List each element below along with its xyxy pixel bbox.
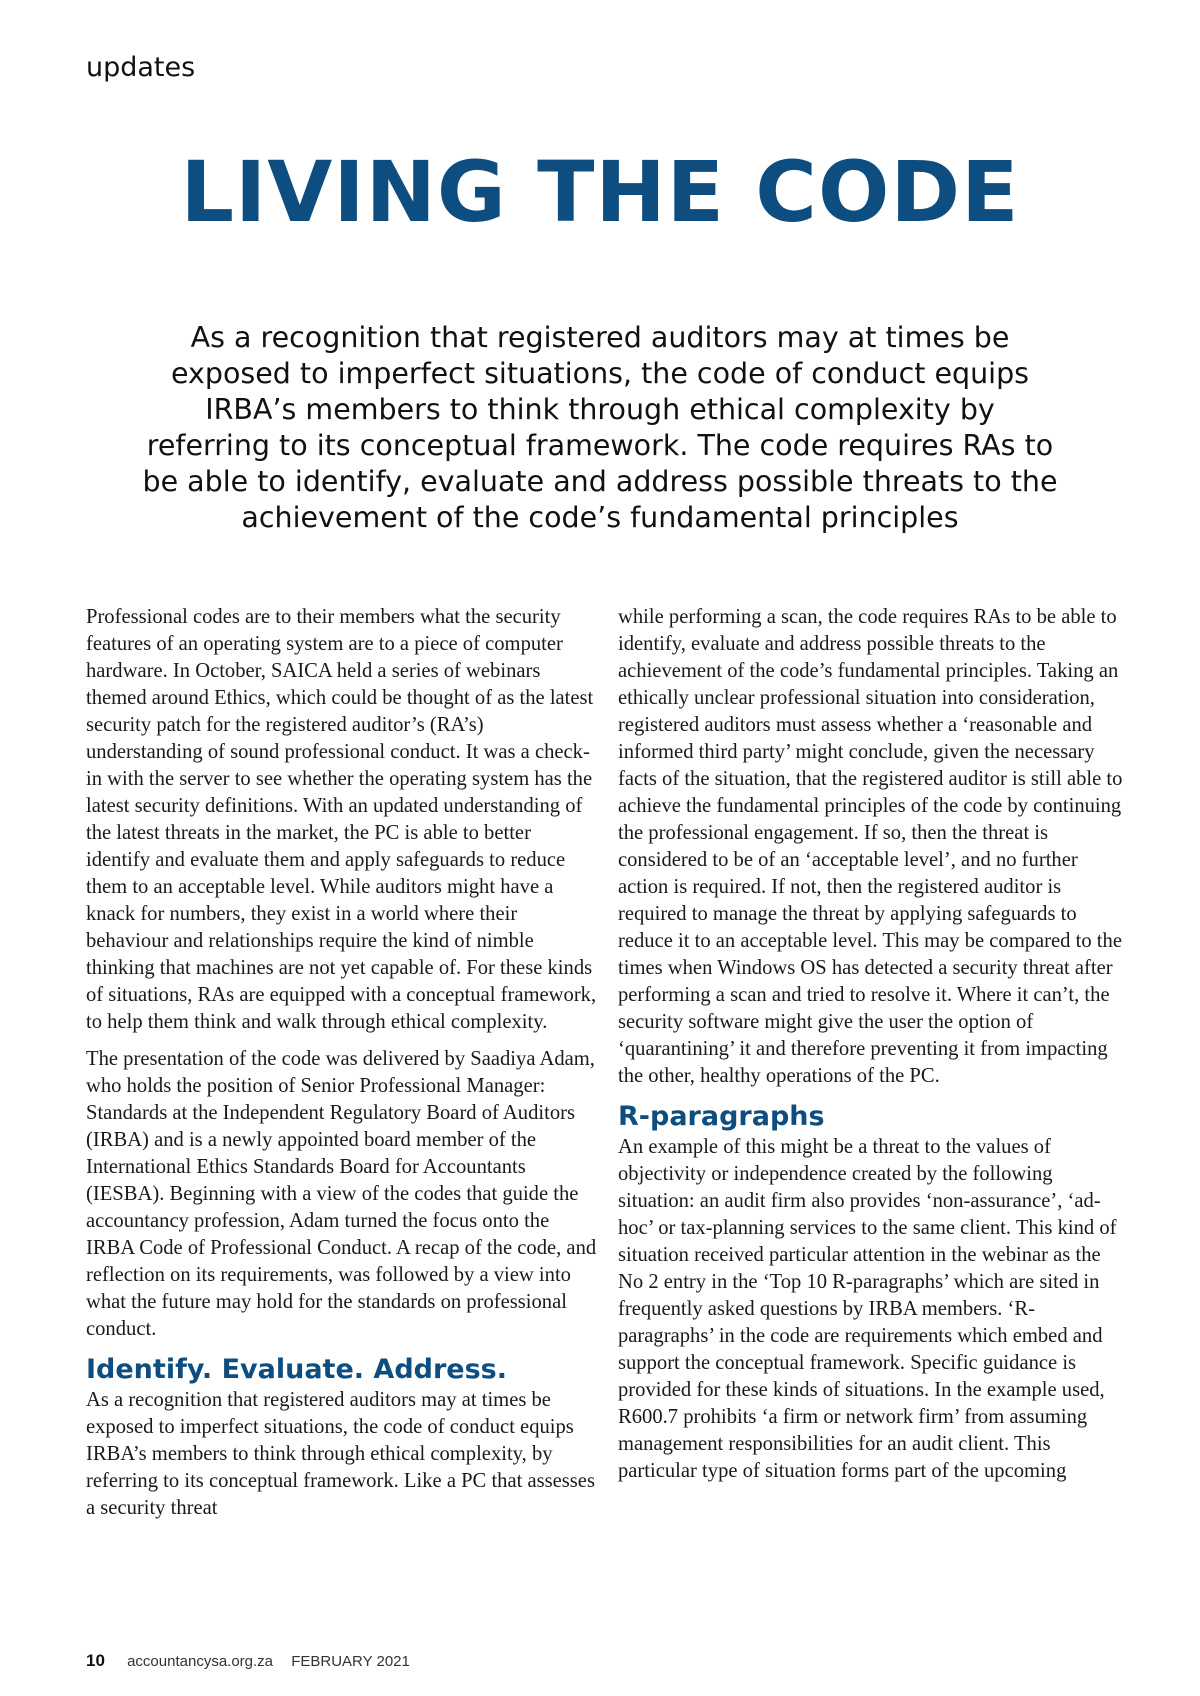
left-paragraph-3: As a recognition that registered auditors may at times be exposed to imperfect situations, the code of conduct equips IRBA’s members to think through ethical complexity, by referring to its conceptual framework. Like a PC that assesses a security threat [86,1389,595,1519]
section-label: updates [86,52,196,83]
footer-issue-date: FEBRUARY 2021 [291,1653,410,1670]
right-column [618,604,1130,1495]
left-paragraph-2: The presentation of the code was delivered by Saadiya Adam, who holds the position of Senior Professional Manager: Standards at the Independent Regulatory Board of Auditors (IRBA) and is a newly appointed board member of the International Ethics Standards Board for Accountants (IESBA). Beginning with a view of the codes that guide the accountancy profession, Adam turned the focus onto the IRBA Code of Professional Conduct. A recap of the code, and reflection on its requirements, was followed by a view into what the future may hold for the standards on professional conduct. [86,1048,597,1340]
footer-website: accountancysa.org.za [127,1653,274,1670]
page-number: 10 [86,1651,105,1670]
right-paragraph-1: while performing a scan, the code requires RAs to be able to identify, evaluate and address possible threats to the achievement of the code’s fundamental principles. Taking an ethically unclear professional situation into consideration, registered auditors must assess whether a ‘reasonable and informed third party’ might conclude, given the necessary facts of the situation, that the registered auditor is still able to achieve the fundamental principles of the code by continuing the professional engagement. If so, then the threat is considered to be of an ‘acceptable level’, and no further action is required. If not, then the registered auditor is required to manage the threat by applying safeguards to reduce it to an acceptable level. This may be compared to the times when Windows OS has detected a security threat after performing a scan and tried to resolve it. Where it can’t, the security software might give the user the option of ‘quarantining’ it and therefore preventing it from impacting the other, healthy operations of the PC. [618,606,1123,1087]
subheading-identify-evaluate-address: Identify. Evaluate. Address. [86,1354,508,1385]
left-column [86,604,598,1532]
subheading-r-paragraphs: R-paragraphs [618,1101,825,1132]
page-footer [86,1651,410,1671]
left-paragraph-1: Professional codes are to their members what the security features of an operating system are to a piece of computer hardware. In October, SAICA held a series of webinars themed around Ethics, which could be thought of as the latest security patch for the registered auditor’s (RA’s) understanding of sound professional conduct. It was a check-in with the server to see whether the operating system has the latest security definitions. With an updated understanding of the latest threats in the market, the PC is able to better identify and evaluate them and apply safeguards to reduce them to an acceptable level. While auditors might have a knack for numbers, they exist in a world where their behaviour and relationships require the kind of nimble thinking that machines are not yet capable of. For these kinds of situations, RAs are equipped with a conceptual framework, to help them think and walk through ethical complexity. [86,606,597,1033]
article-headline: LIVING THE CODE [180,143,1020,241]
article-standfirst: As a recognition that registered auditors may at times be exposed to imperfect situations, the code of conduct equips IRBA’s members to think through ethical complexity by referring to its conceptual framework. The code requires RAs to be able to identify, evaluate and address possible threats to the achievement of the code’s fundamental principles [142,321,1058,534]
right-paragraph-2: An example of this might be a threat to the values of objectivity or independence created by the following situation: an audit firm also provides ‘non-assurance’, ‘ad-hoc’ or tax-planning services to the same client. This kind of situation received particular attention in the webinar as the No 2 entry in the ‘Top 10 R-paragraphs’ which are sited in frequently asked questions by IRBA members. ‘R-paragraphs’ in the code are requirements which embed and support the conceptual framework. Specific guidance is provided for these kinds of situations. In the example used, R600.7 prohibits ‘a firm or network firm’ from assuming management responsibilities for an audit client. This particular type of situation forms part of the upcoming [618,1136,1117,1482]
